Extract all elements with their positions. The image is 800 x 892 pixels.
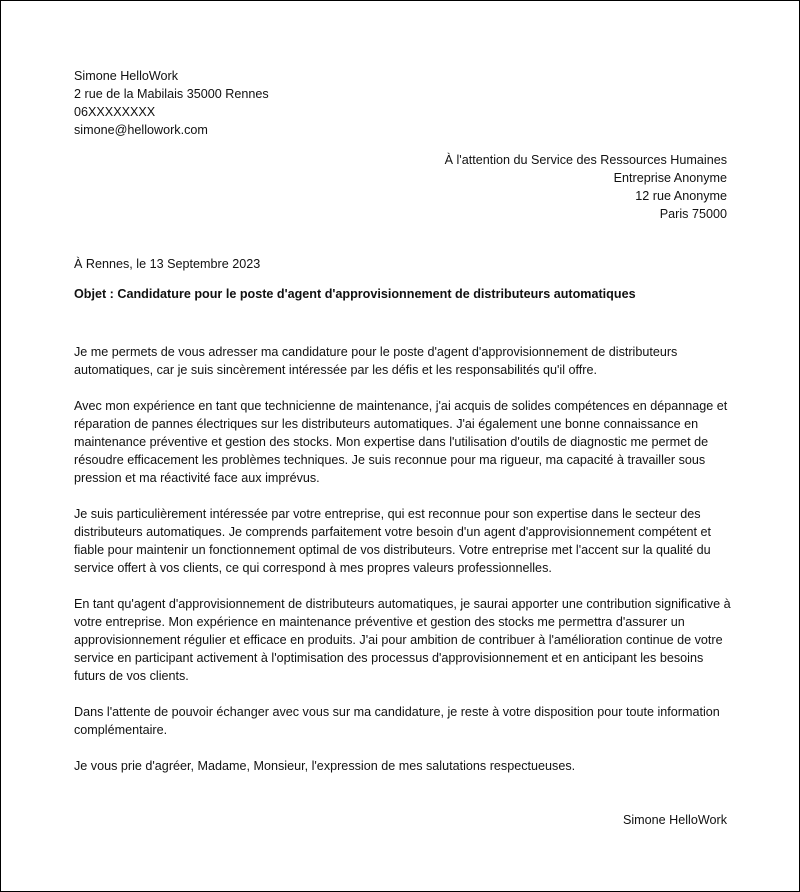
- closing-paragraph: Je vous prie d'agréer, Madame, Monsieur, l'expression de mes salutations respectueuses.: [74, 759, 576, 773]
- recipient-city: Paris 75000: [659, 207, 727, 221]
- body-paragraph: Avec mon expérience en tant que technicienne de maintenance, j'ai acquis de solides compétences en dépannage et réparation de pannes électriques sur les distributeurs automatiques. J'ai également une bonne connaissance en maintenance préventive et gestion des stocks. Mon expertise dans l'utilisation d'outils de diagnostic me permet de résoudre efficacement les problèmes techniques. Je suis reconnue pour ma rigueur, ma capacité à travailler sous pression et ma réactivité face aux imprévus.: [74, 399, 728, 485]
- sender-email: simone@hellowork.com: [74, 123, 208, 137]
- sender-block: [74, 67, 269, 139]
- body-paragraph: Dans l'attente de pouvoir échanger avec vous sur ma candidature, je reste à votre disposition pour toute information complémentaire.: [74, 705, 720, 737]
- date-line: À Rennes, le 13 Septembre 2023: [74, 257, 261, 271]
- body-paragraph: Je suis particulièrement intéressée par votre entreprise, qui est reconnue pour son expertise dans le secteur des distributeurs automatiques. Je comprends parfaitement votre besoin d'un agent d'approvisionnement compétent et fiable pour maintenir un fonctionnement optimal de vos distributeurs. Votre entreprise met l'accent sur la qualité du service offert à vos clients, ce qui correspond à mes propres valeurs professionnelles.: [74, 507, 711, 575]
- sender-name: Simone HelloWork: [74, 69, 179, 83]
- recipient-block: [445, 151, 727, 223]
- letter-body: [74, 343, 734, 793]
- sender-phone: 06XXXXXXXX: [74, 105, 156, 119]
- subject-line: Objet : Candidature pour le poste d'agent d'approvisionnement de distributeurs automatiques: [74, 287, 636, 301]
- sender-address: 2 rue de la Mabilais 35000 Rennes: [74, 87, 269, 101]
- recipient-company: Entreprise Anonyme: [613, 171, 727, 185]
- recipient-attention: À l'attention du Service des Ressources Humaines: [444, 153, 727, 167]
- recipient-street: 12 rue Anonyme: [635, 189, 727, 203]
- signature: Simone HelloWork: [622, 813, 727, 827]
- body-paragraph: Je me permets de vous adresser ma candidature pour le poste d'agent d'approvisionnement de distributeurs automatiques, car je suis sincèrement intéressée par les défis et les responsabilités qu'il offre.: [74, 345, 678, 377]
- body-paragraph: En tant qu'agent d'approvisionnement de distributeurs automatiques, je saurai apporter une contribution significative à votre entreprise. Mon expérience en maintenance préventive et gestion des stocks me permettra d'assurer un approvisionnement régulier et efficace en produits. J'ai pour ambition de contribuer à l'amélioration continue de votre service en participant activement à l'optimisation des processus d'approvisionnement et en anticipant les besoins futurs de vos clients.: [74, 597, 731, 683]
